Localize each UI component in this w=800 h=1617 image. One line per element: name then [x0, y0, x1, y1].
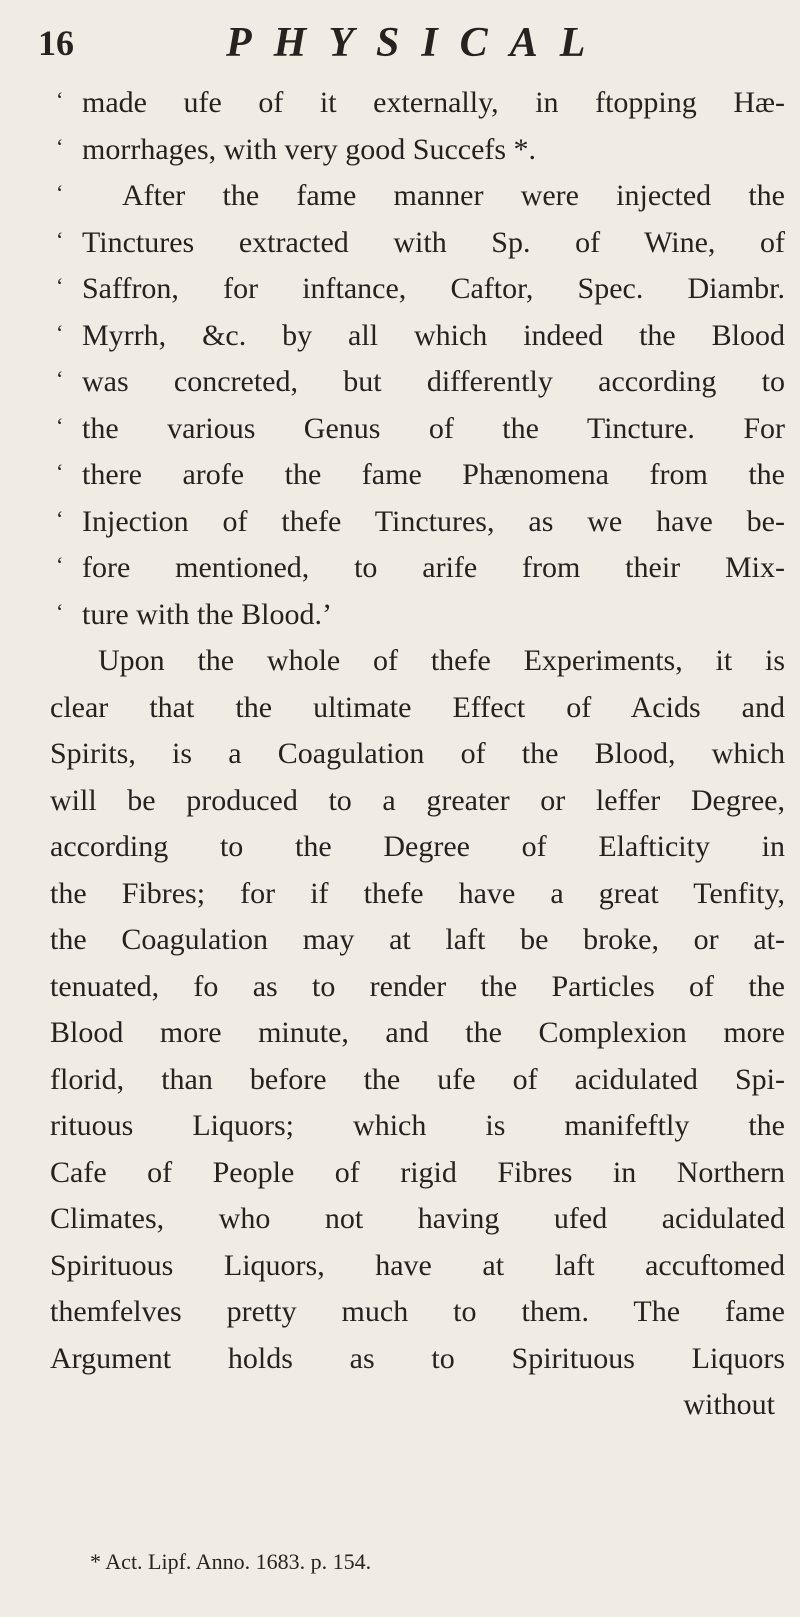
quote-mark: ‘: [56, 598, 64, 624]
text-line: Cafe of People of rigid Fibres in Northern: [50, 1155, 785, 1189]
quote-mark: ‘: [56, 319, 64, 345]
text-line: rituous Liquors; which is manifeftly the: [50, 1109, 785, 1142]
text-line: the Coagulation may at laft be broke, or at-: [50, 923, 785, 956]
quote-mark: ‘: [56, 412, 64, 438]
text-line: the Fibres; for if thefe have a great Tenfity,: [50, 876, 785, 910]
text-line: ‘ was concreted, but differently according to: [70, 359, 785, 406]
text-line: Argument holds as to Spirituous Liquors: [50, 1341, 785, 1375]
text-line: ‘ made ufe of it externally, in ftopping Hæ-: [70, 80, 785, 127]
quote-mark: ‘: [56, 505, 64, 531]
quote-mark: ‘: [56, 366, 64, 391]
text-line: ‘ After the fame manner were injected the: [70, 173, 785, 220]
text-line: ‘ Injection of thefe Tinctures, as we have be-: [70, 499, 785, 546]
quote-mark: ‘: [56, 552, 64, 577]
quote-mark: ‘: [56, 180, 64, 205]
text-line: according to the Degree of Elafticity in: [50, 830, 785, 863]
page-header: [38, 8, 778, 78]
quote-mark: ‘: [56, 459, 64, 484]
text-line: ‘ the various Genus of the Tincture. For: [70, 406, 785, 453]
running-title: PHYSICAL: [226, 20, 608, 66]
text-line: Climates, who not having ufed acidulated: [50, 1202, 785, 1235]
text-line: ‘ Tinctures extracted with Sp. of Wine, of: [70, 220, 785, 267]
footnote: * Act. Lipf. Anno. 1683. p. 154.: [90, 1549, 372, 1574]
text-line: tenuated, fo as to render the Particles of the: [50, 969, 785, 1003]
catchword: without: [683, 1388, 775, 1421]
quote-mark: ‘: [56, 273, 64, 298]
text-line: ‘ Saffron, for inftance, Caftor, Spec. Diambr.: [70, 266, 785, 313]
text-line: themfelves pretty much to them. The fame: [50, 1295, 785, 1328]
text-line: ‘ ture with the Blood.’: [70, 592, 785, 639]
text-line: Spirits, is a Coagulation of the Blood, which: [50, 737, 785, 770]
text-line: ‘ there arofe the fame Phænomena from the: [70, 452, 785, 499]
quote-mark: ‘: [56, 87, 64, 112]
text-line: ‘ Myrrh, &c. by all which indeed the Blood: [70, 313, 785, 360]
quote-mark: ‘: [56, 133, 64, 159]
text-line: ‘ fore mentioned, to arife from their Mix-: [70, 545, 785, 592]
text-line: will be produced to a greater or leffer Degree,: [50, 783, 785, 817]
text-line: Upon the whole of thefe Experiments, it is: [98, 644, 785, 677]
quote-mark: ‘: [56, 226, 64, 252]
text-line: Blood more minute, and the Complexion more: [50, 1016, 785, 1049]
text-line: florid, than before the ufe of acidulated Spi-: [50, 1062, 785, 1096]
text-line: clear that the ultimate Effect of Acids and: [50, 690, 785, 724]
text-line: ‘ morrhages, with very good Succefs *.: [70, 127, 785, 174]
page-number: 16: [38, 23, 74, 63]
text-line: Spirituous Liquors, have at laft accuftomed: [50, 1248, 785, 1282]
body-text: [50, 80, 785, 1429]
